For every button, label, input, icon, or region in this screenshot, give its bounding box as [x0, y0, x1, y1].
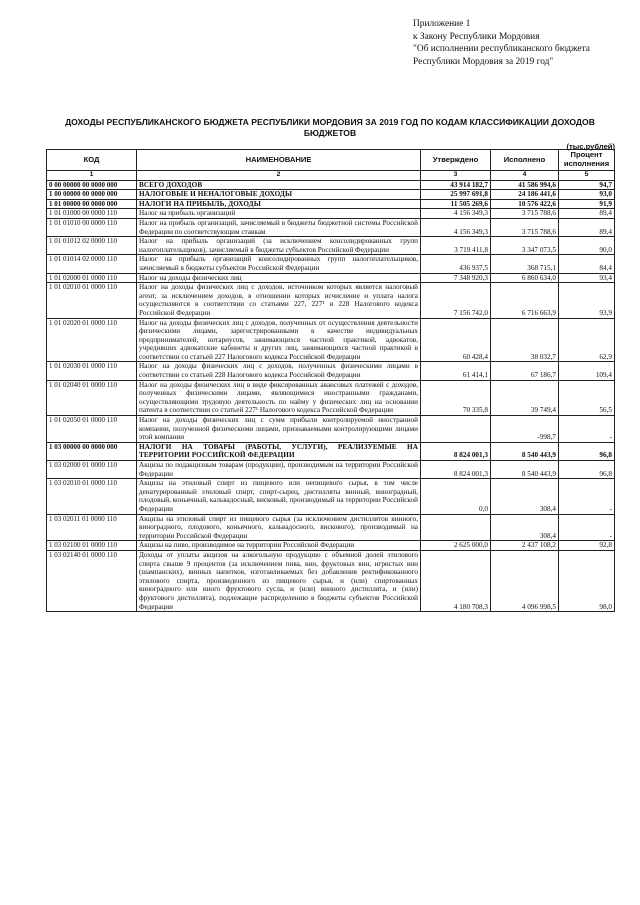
row-code: 0 00 00000 00 0000 000	[47, 180, 137, 190]
table-row	[47, 318, 615, 362]
row-executed: 10 576 422,6	[491, 199, 559, 209]
revenue-table	[46, 149, 615, 612]
table-row	[47, 180, 615, 190]
row-name: Налог на прибыль организаций	[137, 209, 421, 219]
table-row	[47, 416, 615, 443]
units-label: (тыс.рублей)	[566, 142, 615, 151]
row-percent: 84,4	[559, 255, 615, 273]
table-row	[47, 550, 615, 611]
row-percent: 109,4	[559, 362, 615, 380]
table-row	[47, 380, 615, 415]
column-index: 2	[137, 171, 421, 181]
table-body	[47, 180, 615, 612]
row-percent: -	[559, 514, 615, 541]
row-percent: 93,0	[559, 190, 615, 200]
row-percent: 89,4	[559, 218, 615, 236]
table-row	[47, 190, 615, 200]
row-executed: 8 540 443,9	[491, 442, 559, 460]
title-line-1: ДОХОДЫ РЕСПУБЛИКАНСКОГО БЮДЖЕТА РЕСПУБЛИКИ МОРДОВИЯ ЗА 2019 ГОД ПО КОДАМ КЛАССИФИКАЦИИ ДОХОДОВ	[65, 117, 595, 127]
row-executed: 3 347 073,5	[491, 237, 559, 255]
row-code: 1 01 02000 01 0000 110	[47, 273, 137, 283]
row-executed: 39 749,4	[491, 380, 559, 415]
row-approved: 43 914 182,7	[421, 180, 491, 190]
row-executed: 24 186 441,6	[491, 190, 559, 200]
row-percent: 93,9	[559, 283, 615, 318]
row-name: Доходы от уплаты акцизов на алкогольную продукцию с объемной долей этилового спирта свыше 9 процентов (за исключением пива, вин, фруктовых вин, игристых вин (шампанских), винных напитков, изготавливаемых без добавления ректификованного этилового спирта, произведенного из пищевого сырья, и (или) спиртованных виноградного или иного фруктового сусла, и (или) винного дистиллята, и (или) фруктового дистиллята), подлежащие распределению в бюджеты субъектов Российской Федерации	[137, 550, 421, 611]
row-percent: 92,8	[559, 541, 615, 551]
row-name: Налог на прибыль организаций, зачисляемый в бюджеты бюджетной системы Российской Федерации по соответствующим ставкам	[137, 218, 421, 236]
row-name: Налог на доходы физических лиц	[137, 273, 421, 283]
table-header-row	[47, 150, 615, 171]
row-name: Акцизы на пиво, производимое на территории Российской Федерации	[137, 541, 421, 551]
header-executed: Исполнено	[491, 150, 559, 171]
row-code: 1 01 01014 02 0000 110	[47, 255, 137, 273]
row-percent: 98,0	[559, 550, 615, 611]
row-code: 1 03 00000 00 0000 000	[47, 442, 137, 460]
column-index: 4	[491, 171, 559, 181]
row-code: 1 01 02010 01 0000 110	[47, 283, 137, 318]
row-executed: -998,7	[491, 416, 559, 443]
row-percent: 89,4	[559, 209, 615, 219]
header-percent: Процент исполнения	[559, 150, 615, 171]
row-name: Налог на прибыль организаций (за исключением консолидированных групп налогоплательщиков), зачисляемый в бюджеты субъектов Российской Федерации	[137, 237, 421, 255]
table-row	[47, 461, 615, 479]
row-executed: 3 715 788,6	[491, 209, 559, 219]
row-approved: 25 997 691,8	[421, 190, 491, 200]
row-executed: 41 586 994,6	[491, 180, 559, 190]
appendix-line: Республики Мордовия за 2019 год"	[413, 56, 554, 67]
column-index: 1	[47, 171, 137, 181]
appendix-line: Приложение 1	[413, 19, 471, 29]
table-row	[47, 479, 615, 514]
row-percent: 56,5	[559, 380, 615, 415]
row-executed: 3 715 788,6	[491, 218, 559, 236]
row-code: 1 03 02000 01 0000 110	[47, 461, 137, 479]
row-approved: 7 156 742,0	[421, 283, 491, 318]
column-index: 5	[559, 171, 615, 181]
row-code: 1 01 01000 00 0000 110	[47, 209, 137, 219]
row-approved: 61 414,1	[421, 362, 491, 380]
row-name: Акцизы на этиловый спирт из пищевого сырья (за исключением дистиллятов винного, виноградного, плодового, коньячного, кальвадосного, вискового), производимый на территории Российской Федерации	[137, 514, 421, 541]
row-approved: 7 348 920,3	[421, 273, 491, 283]
appendix-block	[413, 18, 623, 68]
row-percent: -	[559, 479, 615, 514]
row-name: Налог на доходы физических лиц в виде фиксированных авансовых платежей с доходов, полученных физическими лицами, являющимися иностранными гражданами, осуществляющими трудовую деятельность по найму у физических лиц на основании патента в соответствии со статьей 227¹ Налогового кодекса Российской Федерации	[137, 380, 421, 415]
row-percent: 62,9	[559, 318, 615, 362]
row-executed: 6 716 663,9	[491, 283, 559, 318]
row-percent: 90,0	[559, 237, 615, 255]
table-row	[47, 255, 615, 273]
row-approved: 4 180 708,3	[421, 550, 491, 611]
row-name: Акцизы на этиловый спирт из пищевого или непищевого сырья, в том числе денатурированный этиловый спирт, спирт-сырец, дистилляты винный, виноградный, плодовый, коньячный, кальвадосный, висковый, производимый на территории Российской Федерации	[137, 479, 421, 514]
row-name: Акцизы по подакцизным товарам (продукции), производимым на территории Российской Федерации	[137, 461, 421, 479]
row-code: 1 01 01010 00 0000 110	[47, 218, 137, 236]
row-code: 1 03 02011 01 0000 110	[47, 514, 137, 541]
table-row	[47, 541, 615, 551]
table-row	[47, 273, 615, 283]
row-executed: 38 032,7	[491, 318, 559, 362]
table-row	[47, 237, 615, 255]
row-approved: 4 156 349,3	[421, 218, 491, 236]
row-name: Налог на доходы физических лиц с сумм прибыли контролируемой иностранной компании, полученной физическими лицами, признаваемыми контролирующими лицами этой компании	[137, 416, 421, 443]
appendix-line: "Об исполнении республиканского бюджета	[413, 44, 590, 55]
row-code: 1 03 02100 01 0000 110	[47, 541, 137, 551]
row-approved: 70 335,8	[421, 380, 491, 415]
row-executed: 67 186,7	[491, 362, 559, 380]
row-executed: 8 540 443,9	[491, 461, 559, 479]
row-executed: 4 096 998,5	[491, 550, 559, 611]
row-name: ВСЕГО ДОХОДОВ	[137, 180, 421, 190]
row-approved	[421, 514, 491, 541]
row-executed: 308,4	[491, 514, 559, 541]
row-name: НАЛОГИ НА ТОВАРЫ (РАБОТЫ, УСЛУГИ), РЕАЛИЗУЕМЫЕ НА ТЕРРИТОРИИ РОССИЙСКОЙ ФЕДЕРАЦИИ	[137, 442, 421, 460]
header-code: КОД	[47, 150, 137, 171]
row-approved: 436 937,5	[421, 255, 491, 273]
row-percent: 94,7	[559, 180, 615, 190]
row-executed: 6 860 634,0	[491, 273, 559, 283]
row-percent: 93,4	[559, 273, 615, 283]
row-executed: 308,4	[491, 479, 559, 514]
row-code: 1 01 00000 00 0000 000	[47, 199, 137, 209]
row-name: Налог на доходы физических лиц с доходов, полученных от осуществления деятельности физическими лицами, зарегистрированными в качестве индивидуальных предпринимателей, нотариусов, занимающихся частной практикой, адвокатов, учредивших адвокатские кабинеты и других лиц, занимающихся частной практикой в соответствии со статьей 227 Налогового кодекса Российской Федерации	[137, 318, 421, 362]
table-row	[47, 209, 615, 219]
row-code: 1 03 02140 01 0000 110	[47, 550, 137, 611]
document-title	[40, 117, 620, 139]
row-code: 1 01 02020 01 0000 110	[47, 318, 137, 362]
row-name: Налог на доходы физических лиц с доходов, источником которых является налоговый агент, за исключением доходов, в отношении которых исчисление и уплата налога осуществляются в соответствии со статьями 227, 227¹ и 228 Налогового кодекса Российской Федерации	[137, 283, 421, 318]
row-approved: 8 824 001,3	[421, 461, 491, 479]
row-percent: 96,8	[559, 461, 615, 479]
row-approved: 0,0	[421, 479, 491, 514]
row-code: 1 01 02040 01 0000 110	[47, 380, 137, 415]
row-code: 1 01 02030 01 0000 110	[47, 362, 137, 380]
row-approved: 60 428,4	[421, 318, 491, 362]
row-percent: 96,8	[559, 442, 615, 460]
row-approved	[421, 416, 491, 443]
table-row	[47, 362, 615, 380]
row-approved: 4 156 349,3	[421, 209, 491, 219]
title-line-2: БЮДЖЕТОВ	[303, 128, 357, 139]
row-approved: 11 505 269,6	[421, 199, 491, 209]
row-approved: 2 625 000,0	[421, 541, 491, 551]
appendix-line: к Закону Республики Мордовия	[413, 31, 540, 42]
table-row	[47, 283, 615, 318]
header-approved: Утверждено	[421, 150, 491, 171]
row-percent: 91,9	[559, 199, 615, 209]
column-index-row	[47, 171, 615, 181]
column-index: 3	[421, 171, 491, 181]
row-name: Налог на прибыль организаций консолидированных групп налогоплательщиков, зачисляемый в бюджеты субъектов Российской Федерации	[137, 255, 421, 273]
table-row	[47, 218, 615, 236]
row-executed: 2 437 108,2	[491, 541, 559, 551]
row-name: Налог на доходы физических лиц с доходов, полученных физическими лицами в соответствии со статьей 228 Налогового кодекса Российской Федерации	[137, 362, 421, 380]
row-executed: 368 715,1	[491, 255, 559, 273]
row-approved: 3 719 411,8	[421, 237, 491, 255]
table-row	[47, 442, 615, 460]
row-code: 1 03 02010 01 0000 110	[47, 479, 137, 514]
table-row	[47, 514, 615, 541]
table-row	[47, 199, 615, 209]
row-name: НАЛОГИ НА ПРИБЫЛЬ, ДОХОДЫ	[137, 199, 421, 209]
row-percent: -	[559, 416, 615, 443]
row-code: 1 00 00000 00 0000 000	[47, 190, 137, 200]
row-code: 1 01 01012 02 0000 110	[47, 237, 137, 255]
row-name: НАЛОГОВЫЕ И НЕНАЛОГОВЫЕ ДОХОДЫ	[137, 190, 421, 200]
header-name: НАИМЕНОВАНИЕ	[137, 150, 421, 171]
row-approved: 8 824 001,3	[421, 442, 491, 460]
row-code: 1 01 02050 01 0000 110	[47, 416, 137, 443]
